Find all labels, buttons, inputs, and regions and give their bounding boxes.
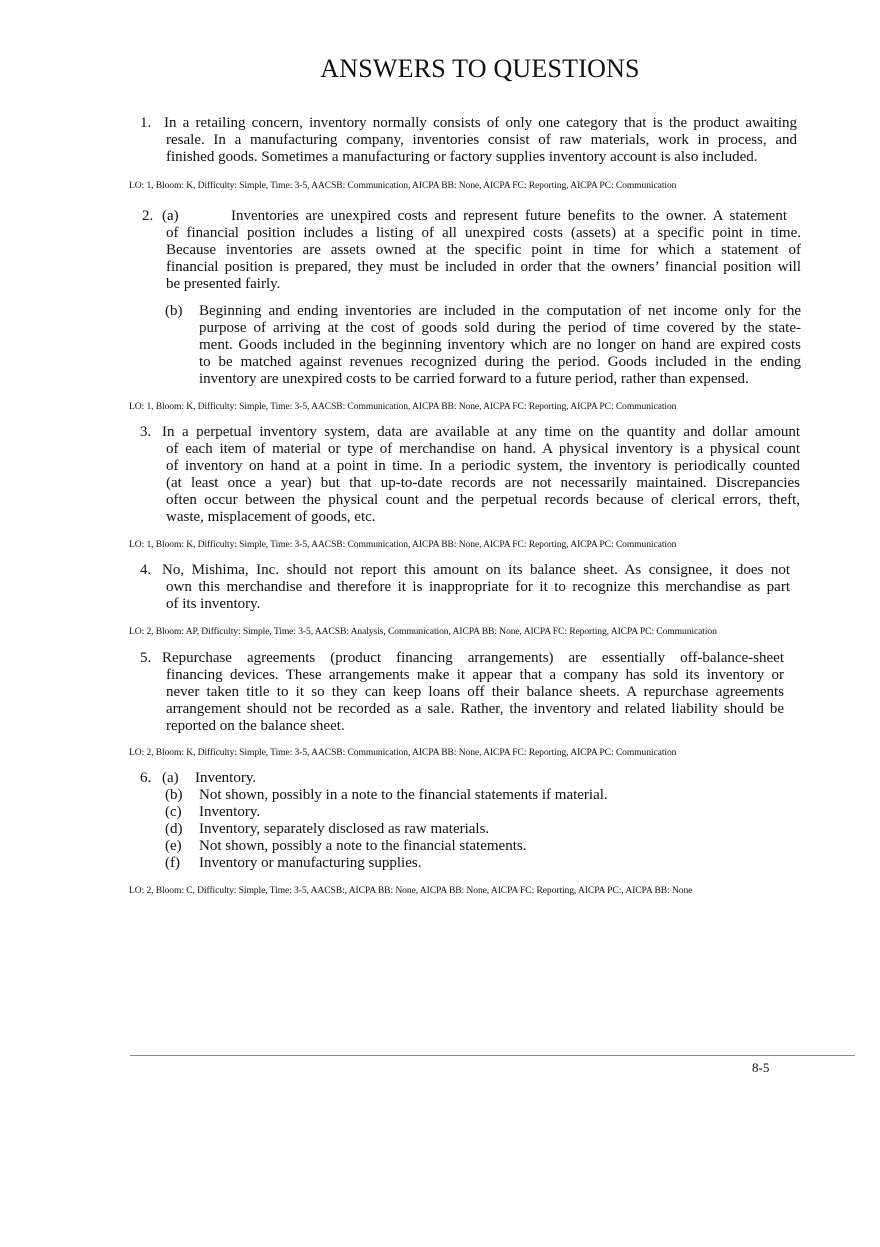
list-item xyxy=(165,787,802,804)
text-line: Beginning and ending inventories are included in the computation of net income only for the xyxy=(199,303,801,319)
answer-2a-first-line xyxy=(231,208,787,225)
text-line: No, Mishima, Inc. should not report this amount on its balance sheet. As consignee, it does not xyxy=(162,562,790,578)
text-line: (at least once a year) but that up-to-date records are not necessarily maintained. Discrepancies xyxy=(166,475,800,491)
text-line: Repurchase agreements (product financing arrangements) are essentially off-balance-sheet xyxy=(162,650,784,666)
list-item xyxy=(162,770,802,787)
text-line: ment. Goods included in the beginning inventory which are no longer on hand are expired costs xyxy=(199,337,801,353)
metadata-line: LO: 2, Bloom: AP, Difficulty: Simple, Time: 3-5, AACSB: Analysis, Communication, AICPA BB: None, AICPA FC: Reporting, AICPA PC: Communication xyxy=(129,626,717,637)
text-line: own this merchandise and therefore it is inappropriate for it to recognize this merchandise as part xyxy=(166,579,790,595)
text-line: finished goods. Sometimes a manufacturing or factory supplies inventory account is also included. xyxy=(166,149,758,165)
item-text: Inventory, separately disclosed as raw materials. xyxy=(199,821,490,837)
metadata-line: LO: 2, Bloom: K, Difficulty: Simple, Time: 3-5, AACSB: Communication, AICPA BB: None, AICPA FC: Reporting, AICPA PC: Communication xyxy=(129,747,677,758)
text-line: be presented fairly. xyxy=(166,276,281,292)
part-label: (b) xyxy=(165,303,183,319)
answer-1 xyxy=(164,115,797,166)
item-text: Inventory or manufacturing supplies. xyxy=(199,855,422,871)
text-line: resale. In a manufacturing company, inventories consist of raw materials, work in process, and xyxy=(166,132,797,148)
question-number: 1. xyxy=(140,115,152,131)
question-number: 4. xyxy=(140,562,152,578)
question-number: 3. xyxy=(140,424,152,440)
footer-divider xyxy=(130,1055,855,1056)
text-line: of financial position includes a listing of all unexpired costs (assets) at a specific point in time. xyxy=(166,225,801,241)
part-label: (c) xyxy=(165,804,182,820)
question-number: 6. xyxy=(140,770,152,786)
part-label: (f) xyxy=(165,855,180,871)
text-line: inventory are unexpired costs to be carried forward to a future period, rather than expensed. xyxy=(199,371,749,387)
list-item xyxy=(165,838,802,855)
answer-6 xyxy=(162,770,802,872)
metadata-line: LO: 1, Bloom: K, Difficulty: Simple, Time: 3-5, AACSB: Communication, AICPA BB: None, AICPA FC: Reporting, AICPA PC: Communication xyxy=(129,539,677,550)
text-line: of inventory on hand at a point in time. In a periodic system, the inventory is periodically counted xyxy=(166,458,800,474)
text-line: reported on the balance sheet. xyxy=(166,718,345,734)
text-line: of each item of material or type of merchandise on hand. A physical inventory is a physical count xyxy=(166,441,800,457)
part-label: (a) xyxy=(162,208,179,224)
text-line: financial position is prepared, they must be included in order that the owners’ financial position will xyxy=(166,259,801,275)
text-line: purpose of arriving at the cost of goods sold during the period of time covered by the state- xyxy=(199,320,801,336)
part-label: (a) xyxy=(162,770,179,786)
list-item xyxy=(165,821,802,838)
text-line: to be matched against revenues recognized during the period. Goods included in the ending xyxy=(199,354,801,370)
metadata-line: LO: 2, Bloom: C, Difficulty: Simple, Time: 3-5, AACSB:, AICPA BB: None, AICPA BB: None, AICPA FC: Reporting, AICPA PC:, AICPA BB: None xyxy=(129,885,693,896)
text-line: financing devices. These arrangements make it appear that a company has sold its inventory or xyxy=(166,667,784,683)
text-line: often occur between the physical count and the perpetual records because of clerical errors, theft, xyxy=(166,492,800,508)
metadata-line: LO: 1, Bloom: K, Difficulty: Simple, Time: 3-5, AACSB: Communication, AICPA BB: None, AICPA FC: Reporting, AICPA PC: Communication xyxy=(129,401,677,412)
list-item xyxy=(165,804,802,821)
text-line: of its inventory. xyxy=(166,596,261,612)
answer-3 xyxy=(162,424,800,526)
page-title: ANSWERS TO QUESTIONS xyxy=(320,54,640,83)
part-label: (b) xyxy=(165,787,183,803)
text-line: Inventories are unexpired costs and represent future benefits to the owner. A statement xyxy=(231,208,787,224)
question-number: 5. xyxy=(140,650,152,666)
item-text: Not shown, possibly a note to the financial statements. xyxy=(199,838,527,854)
list-item xyxy=(165,855,802,872)
page-number: 8-5 xyxy=(752,1060,770,1075)
text-line: arrangement should not be recorded as a sale. Rather, the inventory and related liability should be xyxy=(166,701,784,717)
text-line: In a perpetual inventory system, data are available at any time on the quantity and dollar amount xyxy=(162,424,800,440)
answer-4 xyxy=(162,562,790,613)
text-line: waste, misplacement of goods, etc. xyxy=(166,509,376,525)
answer-2b xyxy=(199,303,801,388)
item-text: Inventory. xyxy=(195,770,257,786)
item-text: Not shown, possibly in a note to the financial statements if material. xyxy=(199,787,608,803)
answer-5 xyxy=(162,650,784,735)
part-label: (e) xyxy=(165,838,182,854)
part-label: (d) xyxy=(165,821,183,837)
question-number: 2. xyxy=(142,208,154,224)
item-text: Inventory. xyxy=(199,804,261,820)
metadata-line: LO: 1, Bloom: K, Difficulty: Simple, Time: 3-5, AACSB: Communication, AICPA BB: None, AICPA FC: Reporting, AICPA PC: Communication xyxy=(129,180,677,191)
answer-2a xyxy=(166,225,801,293)
text-line: Because inventories are assets owned at the specific point in time for which a statement of xyxy=(166,242,801,258)
text-line: never taken title to it so they can keep loans off their balance sheets. A repurchase agreements xyxy=(166,684,784,700)
text-line: In a retailing concern, inventory normally consists of only one category that is the product awaiting xyxy=(164,115,797,131)
